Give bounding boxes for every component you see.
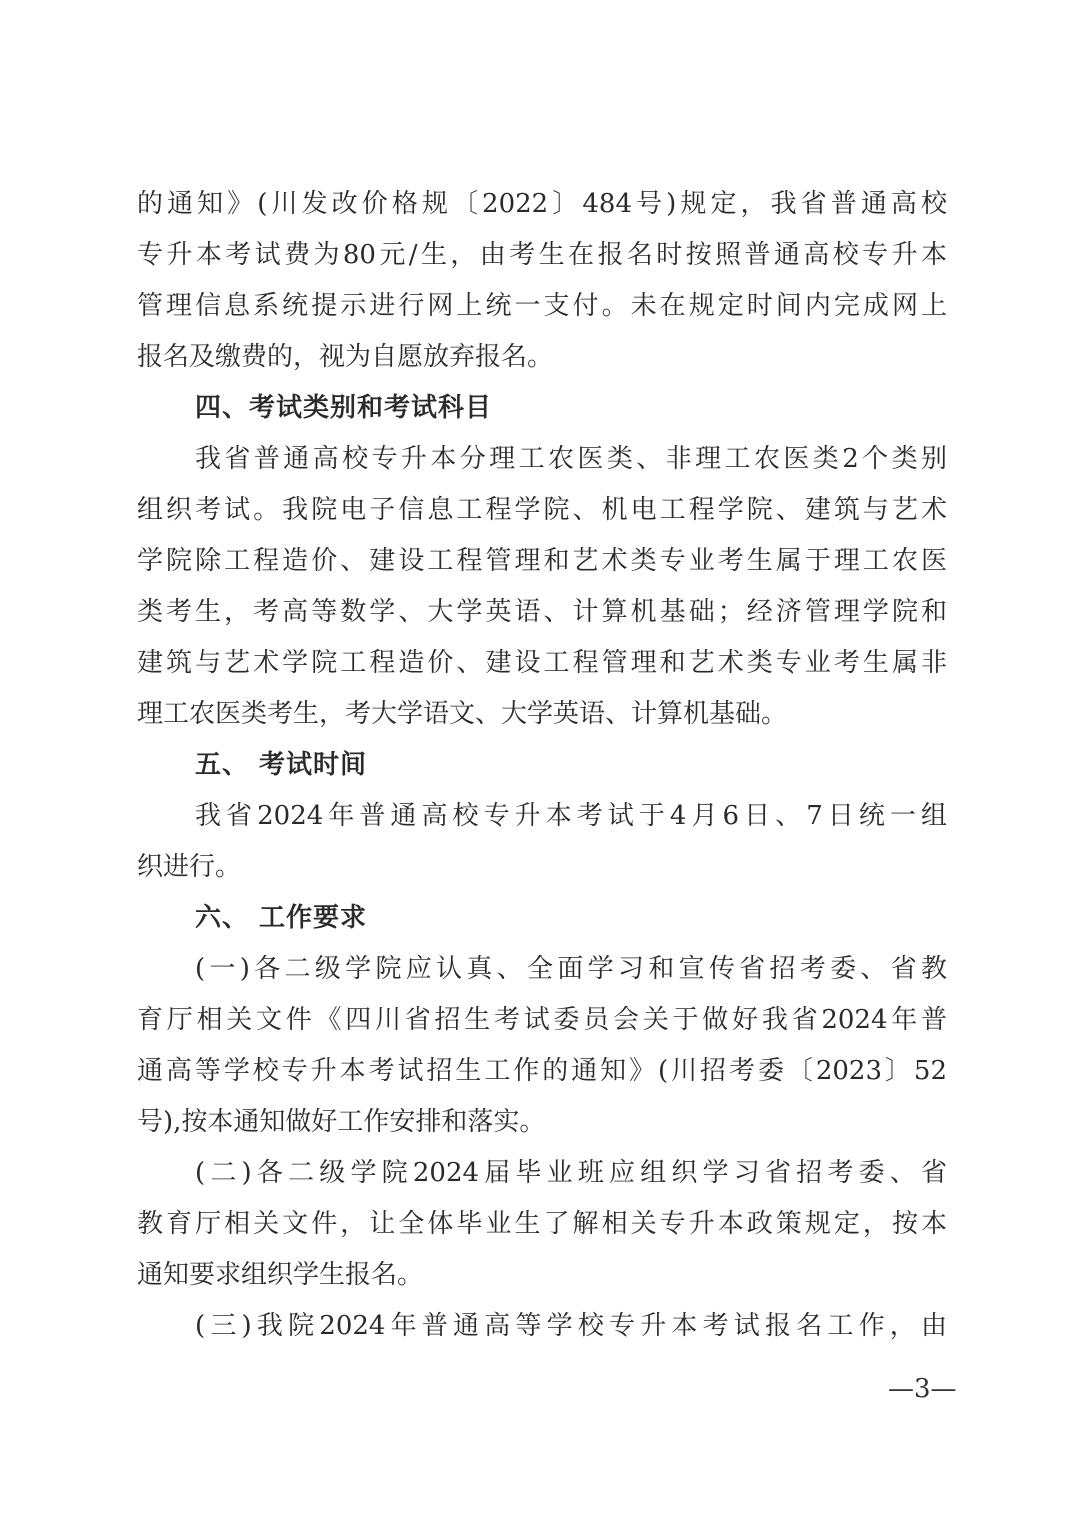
heading-text: 五、 考试时间	[195, 750, 368, 780]
page-number: —3—	[888, 1374, 957, 1404]
text-line: 通知要求组织学生报名。	[137, 1260, 424, 1290]
paragraph	[137, 791, 947, 893]
text-line: 教育厅相关文件，让全体毕业生了解相关专升本政策规定，按本	[137, 1209, 947, 1239]
heading-text: 四、考试类别和考试科目	[195, 393, 493, 423]
document-body	[137, 179, 947, 1352]
text-line: 我省普通高校专升本分理工农医类、非理工农医类2个类别	[195, 444, 947, 474]
text-line: (一)各二级学院应认真、全面学习和宣传省招考委、省教	[195, 954, 947, 984]
section-heading	[137, 740, 947, 791]
text-line: 建筑与艺术学院工程造价、建设工程管理和艺术类专业考生属非	[137, 648, 947, 678]
paragraph	[137, 179, 947, 383]
text-line: 报名及缴费的，视为自愿放弃报名。	[137, 342, 554, 372]
text-line: 专升本考试费为80元/生，由考生在报名时按照普通高校专升本	[137, 240, 947, 270]
text-line: 理工农医类考生，考大学语文、大学英语、计算机基础。	[137, 699, 788, 729]
text-line: 号),按本通知做好工作安排和落实。	[137, 1107, 546, 1137]
heading-text: 六、 工作要求	[195, 903, 368, 933]
text-line: 育厅相关文件《四川省招生考试委员会关于做好我省2024年普	[137, 1005, 947, 1035]
section-heading	[137, 383, 947, 434]
paragraph	[137, 434, 947, 740]
paragraph	[137, 944, 947, 1148]
text-line: (二)各二级学院2024届毕业班应组织学习省招考委、省	[195, 1158, 947, 1188]
paragraph	[137, 1301, 947, 1352]
text-line: 组织考试。我院电子信息工程学院、机电工程学院、建筑与艺术	[137, 495, 947, 525]
section-heading	[137, 893, 947, 944]
text-line: 学院除工程造价、建设工程管理和艺术类专业考生属于理工农医	[137, 546, 947, 576]
text-line: 类考生，考高等数学、大学英语、计算机基础；经济管理学院和	[137, 597, 947, 627]
text-line: 我省2024年普通高校专升本考试于4月6日、7日统一组	[195, 801, 947, 831]
text-line: 通高等学校专升本考试招生工作的通知》(川招考委〔2023〕52	[137, 1056, 947, 1086]
text-line: 管理信息系统提示进行网上统一支付。未在规定时间内完成网上	[137, 291, 947, 321]
text-line: 的通知》(川发改价格规〔2022〕484号)规定，我省普通高校	[137, 189, 947, 219]
text-line: (三)我院2024年普通高等学校专升本考试报名工作，由	[195, 1311, 947, 1341]
text-line: 织进行。	[137, 852, 242, 882]
paragraph	[137, 1148, 947, 1301]
